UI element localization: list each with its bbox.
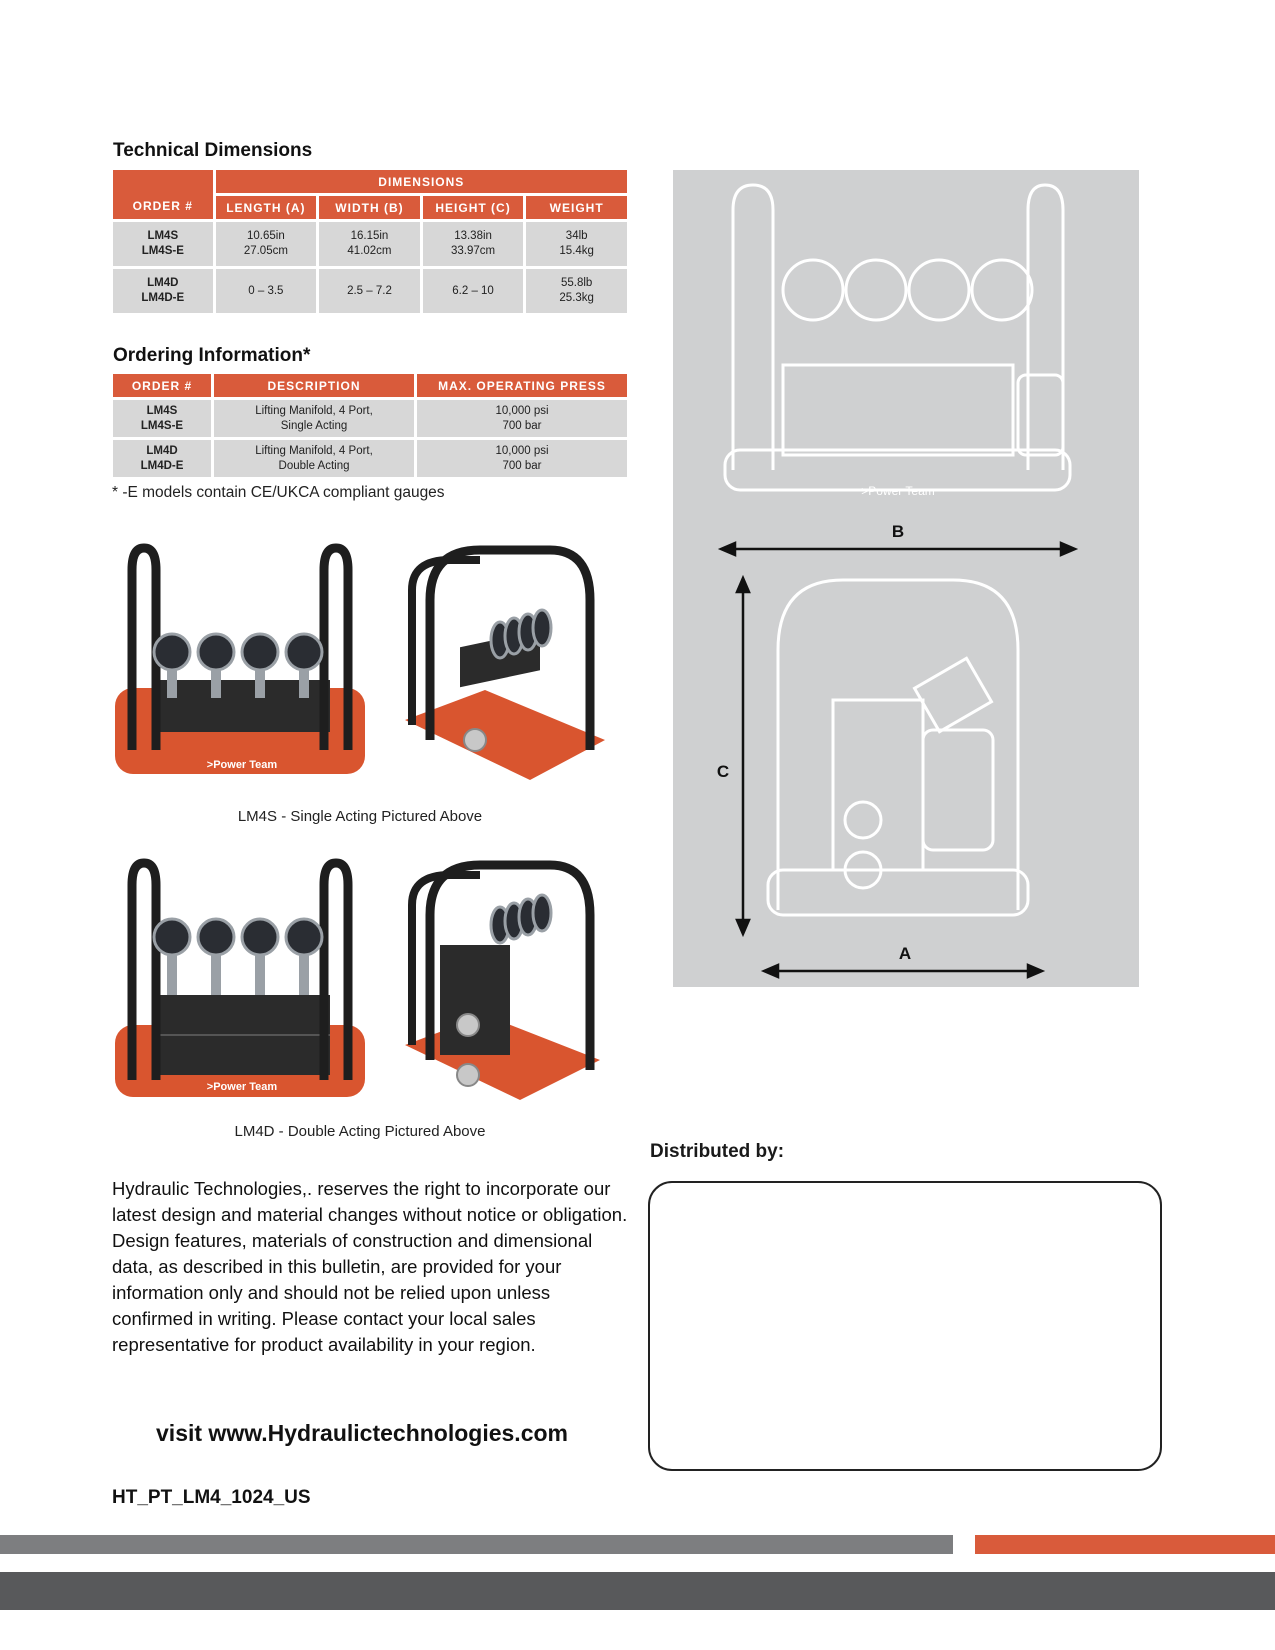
description-cell: Lifting Manifold, 4 Port, Double Acting [214, 440, 414, 477]
col-order: ORDER # [113, 374, 211, 397]
col-length: LENGTH (A) [216, 196, 317, 219]
table-row [113, 222, 627, 266]
dimensions-group-header: DIMENSIONS [216, 170, 627, 193]
width-cell: 16.15in 41.02cm [319, 222, 420, 266]
description-cell: Lifting Manifold, 4 Port, Single Acting [214, 400, 414, 437]
label-a: A [898, 944, 912, 963]
length-cell: 0 – 3.5 [216, 269, 317, 313]
col-weight: WEIGHT [526, 196, 627, 219]
width-cell: 2.5 – 7.2 [319, 269, 420, 313]
col-max-press: MAX. OPERATING PRESS [417, 374, 627, 397]
footer-accent-bar [975, 1535, 1275, 1554]
caption-double: LM4D - Double Acting Pictured Above [234, 1123, 486, 1140]
press-cell: 10,000 psi 700 bar [417, 440, 627, 477]
height-cell: 6.2 – 10 [423, 269, 524, 313]
table-row [113, 400, 627, 437]
power-team-logo: >Power Team [206, 1081, 278, 1093]
dimension-c-arrow [737, 578, 749, 934]
lm4s-side-photo [400, 540, 610, 800]
weight-cell: 34lb 15.4kg [526, 222, 627, 266]
dimension-drawing [673, 170, 1139, 987]
lm4s-front-photo [110, 540, 380, 800]
order-cell: LM4D LM4D-E [113, 440, 211, 477]
dimension-b-arrow [721, 543, 1075, 555]
order-cell: LM4D LM4D-E [113, 269, 213, 313]
ordering-title: Ordering Information* [113, 345, 311, 366]
col-height: HEIGHT (C) [423, 196, 524, 219]
document-code: HT_PT_LM4_1024_US [112, 1487, 311, 1508]
website-link[interactable]: visit www.Hydraulictechnologies.com [156, 1420, 568, 1446]
order-cell: LM4S LM4S-E [113, 222, 213, 266]
dimension-diagram [673, 170, 1139, 987]
col-description: DESCRIPTION [214, 374, 414, 397]
tech-dimensions-table [110, 167, 630, 316]
distributor-box [648, 1181, 1162, 1471]
col-order: ORDER # [113, 170, 213, 219]
caption-single: LM4S - Single Acting Pictured Above [237, 808, 483, 825]
weight-cell: 55.8lb 25.3kg [526, 269, 627, 313]
table-row [113, 269, 627, 313]
col-width: WIDTH (B) [319, 196, 420, 219]
order-cell: LM4S LM4S-E [113, 400, 211, 437]
ordering-footnote: * -E models contain CE/UKCA compliant gauges [112, 484, 445, 501]
lm4d-side-photo [400, 855, 610, 1110]
diagram-brand-logo: >Power Team [861, 484, 935, 498]
lm4d-front-photo [110, 855, 380, 1110]
table-row [113, 440, 627, 477]
press-cell: 10,000 psi 700 bar [417, 400, 627, 437]
disclaimer-text: Hydraulic Technologies,. reserves the right to incorporate our latest design and material changes without notice or obligation. Design features, materials of construction and dimensional data, as described in this bulletin, are provided for your information only and should not be relied upon unless confirmed in writing. Please contact your local sales representative for product availability in your region. [112, 1178, 628, 1355]
power-team-logo: >Power Team [206, 759, 278, 771]
length-cell: 10.65in 27.05cm [216, 222, 317, 266]
label-b: B [891, 522, 905, 541]
tech-dimensions-title: Technical Dimensions [113, 140, 313, 161]
footer-gray-bar [0, 1535, 953, 1554]
ordering-table [110, 371, 630, 480]
height-cell: 13.38in 33.97cm [423, 222, 524, 266]
label-c: C [716, 762, 730, 781]
footer-dark-bar [0, 1572, 1275, 1610]
dimension-a-arrow [764, 965, 1042, 977]
distributed-by-label: Distributed by: [650, 1141, 785, 1162]
